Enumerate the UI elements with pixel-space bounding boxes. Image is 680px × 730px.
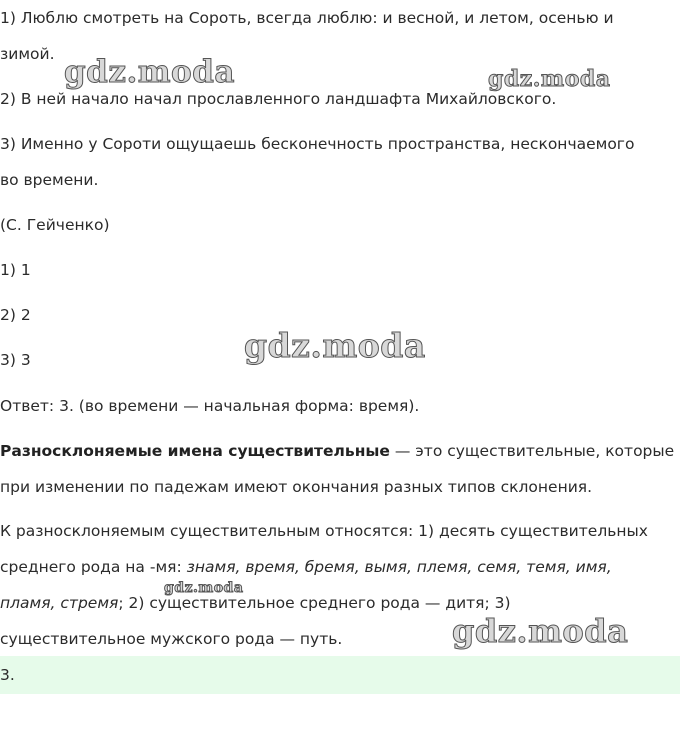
sentence-3-line-2: во времени. [0,171,99,189]
watermark-logo: gdz.moda [64,54,235,90]
sentence-3-line-1: 3) Именно у Сороти ощущаешь бесконечность пространства, нескончаемого [0,135,635,153]
rule-line-2 [0,557,612,577]
sentence-2: 2) В ней начало начал прославленного ландшафта Михайловского. [0,90,557,108]
rule-text: среднего рода на -мя: [0,558,187,576]
noun-examples: знамя, время, бремя, вымя, племя, семя, темя, имя, [186,558,612,576]
option-3: 3) 3 [0,351,31,369]
definition-term: Разносклоняемые имена существительные [0,442,390,460]
answer-explanation: Ответ: 3. (во времени — начальная форма: время). [0,397,420,415]
option-2: 2) 2 [0,306,31,324]
definition-text: — это существительные, которые [389,442,675,460]
definition-line-1 [0,441,674,461]
watermark-logo: gdz.moda [244,326,426,365]
noun-examples: пламя, стремя [0,594,119,612]
sentence-1-line-1: 1) Люблю смотреть на Сороть, всегда люблю: и весной, и летом, осенью и [0,9,614,27]
definition-line-2: при изменении по падежам имеют окончания разных типов склонения. [0,478,593,496]
watermark-logo: gdz.moda [488,66,611,92]
sentence-1-line-2: зимой. [0,45,55,63]
rule-line-1: К разносклоняемым существительным относятся: 1) десять существительных [0,522,648,540]
final-answer: 3. [0,666,15,684]
watermark-logo: gdz.moda [164,580,244,596]
rule-line-3 [0,593,511,613]
author-citation: (С. Гейченко) [0,216,110,234]
final-answer-box [0,656,680,694]
rule-line-4: существительное мужского рода — путь. [0,630,343,648]
option-1: 1) 1 [0,261,31,279]
rule-text: ; 2) существительное среднего рода — дитя; 3) [118,594,511,612]
watermark-logo: gdz.moda [452,612,629,650]
